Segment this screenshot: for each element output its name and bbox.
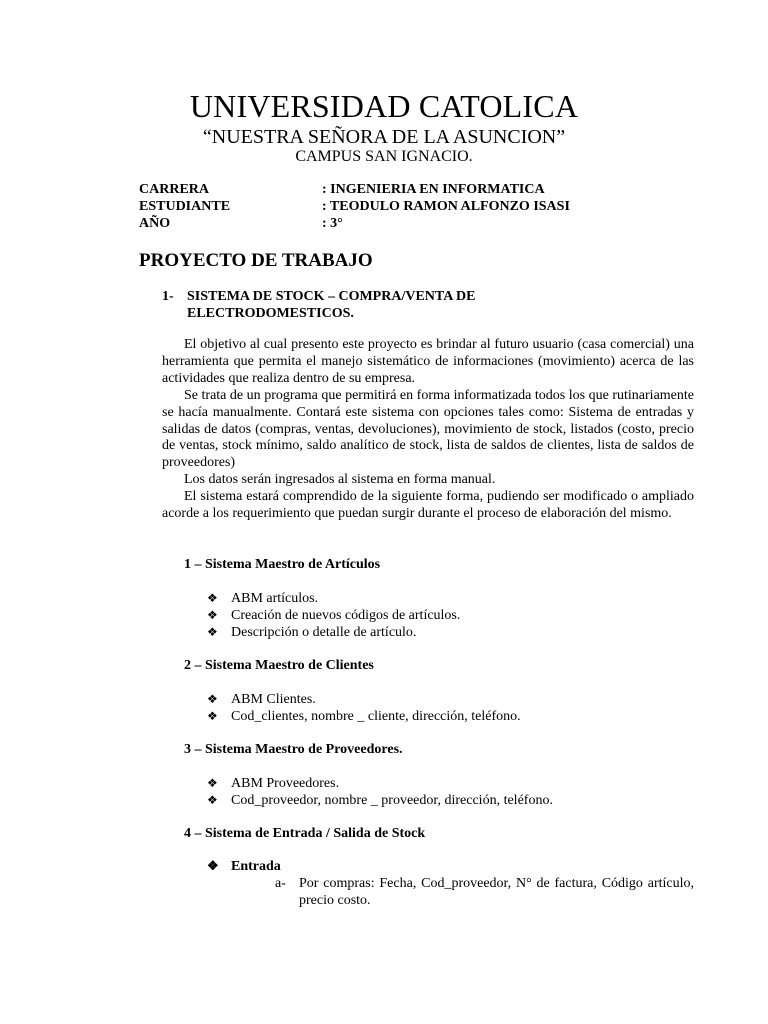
list-item: ❖ Cod_proveedor, nombre _ proveedor, dirección, teléfono. [207, 793, 553, 808]
item-number: 1- [162, 289, 174, 304]
campus-name: CAMPUS SAN IGNACIO. [295, 148, 473, 165]
sub-item-text: Por compras: Fecha, Cod_proveedor, N° de factura, Código artículo, precio costo. [299, 876, 694, 908]
sub-item-marker: a- [275, 876, 286, 891]
info-row-carrera [0, 181, 768, 198]
diamond-bullet-icon: ❖ [207, 709, 218, 723]
section-heading: 4 – Sistema de Entrada / Salida de Stock [184, 826, 426, 841]
list-item: ❖ ABM Proveedores. [207, 776, 340, 791]
list-item: ❖ Descripción o detalle de artículo. [207, 625, 417, 640]
paragraph-text: El sistema estará comprendido de la siguiente forma, pudiendo ser modificado o ampliado acorde a los requerimiento que puedan surgir durante el proceso de elaboración del mismo. [162, 489, 694, 521]
info-row-estudiante [0, 198, 768, 215]
info-label: AÑO [139, 216, 171, 231]
item-title: SISTEMA DE STOCK – COMPRA/VENTA DE ELECTRODOMESTICOS. [187, 289, 476, 321]
info-value: : TEODULO RAMON ALFONZO ISASI [322, 199, 570, 214]
list-item: ❖ ABM Clientes. [207, 692, 316, 707]
paragraph-datos [162, 472, 694, 489]
paragraph-programa [162, 388, 694, 472]
info-value: : 3° [322, 216, 343, 231]
paragraph-objetivo [162, 337, 694, 387]
info-label: ESTUDIANTE [139, 199, 231, 214]
diamond-bullet-icon: ❖ [207, 591, 218, 605]
paragraph-text: Los datos serán ingresados al sistema en forma manual. [184, 472, 496, 487]
section-heading: 2 – Sistema Maestro de Clientes [184, 658, 374, 673]
diamond-bullet-icon: ❖ [207, 858, 219, 873]
paragraph-text: El objetivo al cual presento este proyecto es brindar al futuro usuario (casa comercial) una herramienta que permita el manejo sistemático de informaciones (movimiento) acerca de las actividades que realiza dentro de su empresa. [162, 337, 694, 386]
section-heading: 1 – Sistema Maestro de Artículos [184, 557, 381, 572]
info-value: : INGENIERIA EN INFORMATICA [322, 182, 545, 197]
diamond-bullet-icon: ❖ [207, 793, 218, 807]
info-label: CARRERA [139, 182, 209, 197]
university-title: UNIVERSIDAD CATOLICA [189, 88, 579, 124]
entrada-heading: ❖ Entrada [207, 858, 281, 874]
paragraph-text: Se trata de un programa que permitirá en forma informatizada todos los que rutinariamente se hacía manualmente. Contará este sistema con opciones tales como: Sistema de entradas y salidas de datos (compras, ventas, devoluciones), movimiento de stock, listados (costo, precio de ventas, stock mínimo, saldo analítico de stock, lista de saldos de clientes, lista de saldos de proveedores) [162, 388, 694, 471]
list-item: ❖ Creación de nuevos códigos de artículos. [207, 608, 461, 623]
list-item: ❖ ABM artículos. [207, 591, 319, 606]
paragraph-sistema [162, 489, 694, 523]
section-title: PROYECTO DE TRABAJO [139, 250, 373, 271]
section-heading: 3 – Sistema Maestro de Proveedores. [184, 742, 403, 757]
info-row-ano [0, 215, 768, 232]
diamond-bullet-icon: ❖ [207, 608, 218, 622]
university-subtitle: “NUESTRA SEÑORA DE LA ASUNCION” [202, 126, 566, 148]
list-item: ❖ Cod_clientes, nombre _ cliente, dirección, teléfono. [207, 709, 521, 724]
diamond-bullet-icon: ❖ [207, 625, 218, 639]
diamond-bullet-icon: ❖ [207, 776, 218, 790]
diamond-bullet-icon: ❖ [207, 692, 218, 706]
